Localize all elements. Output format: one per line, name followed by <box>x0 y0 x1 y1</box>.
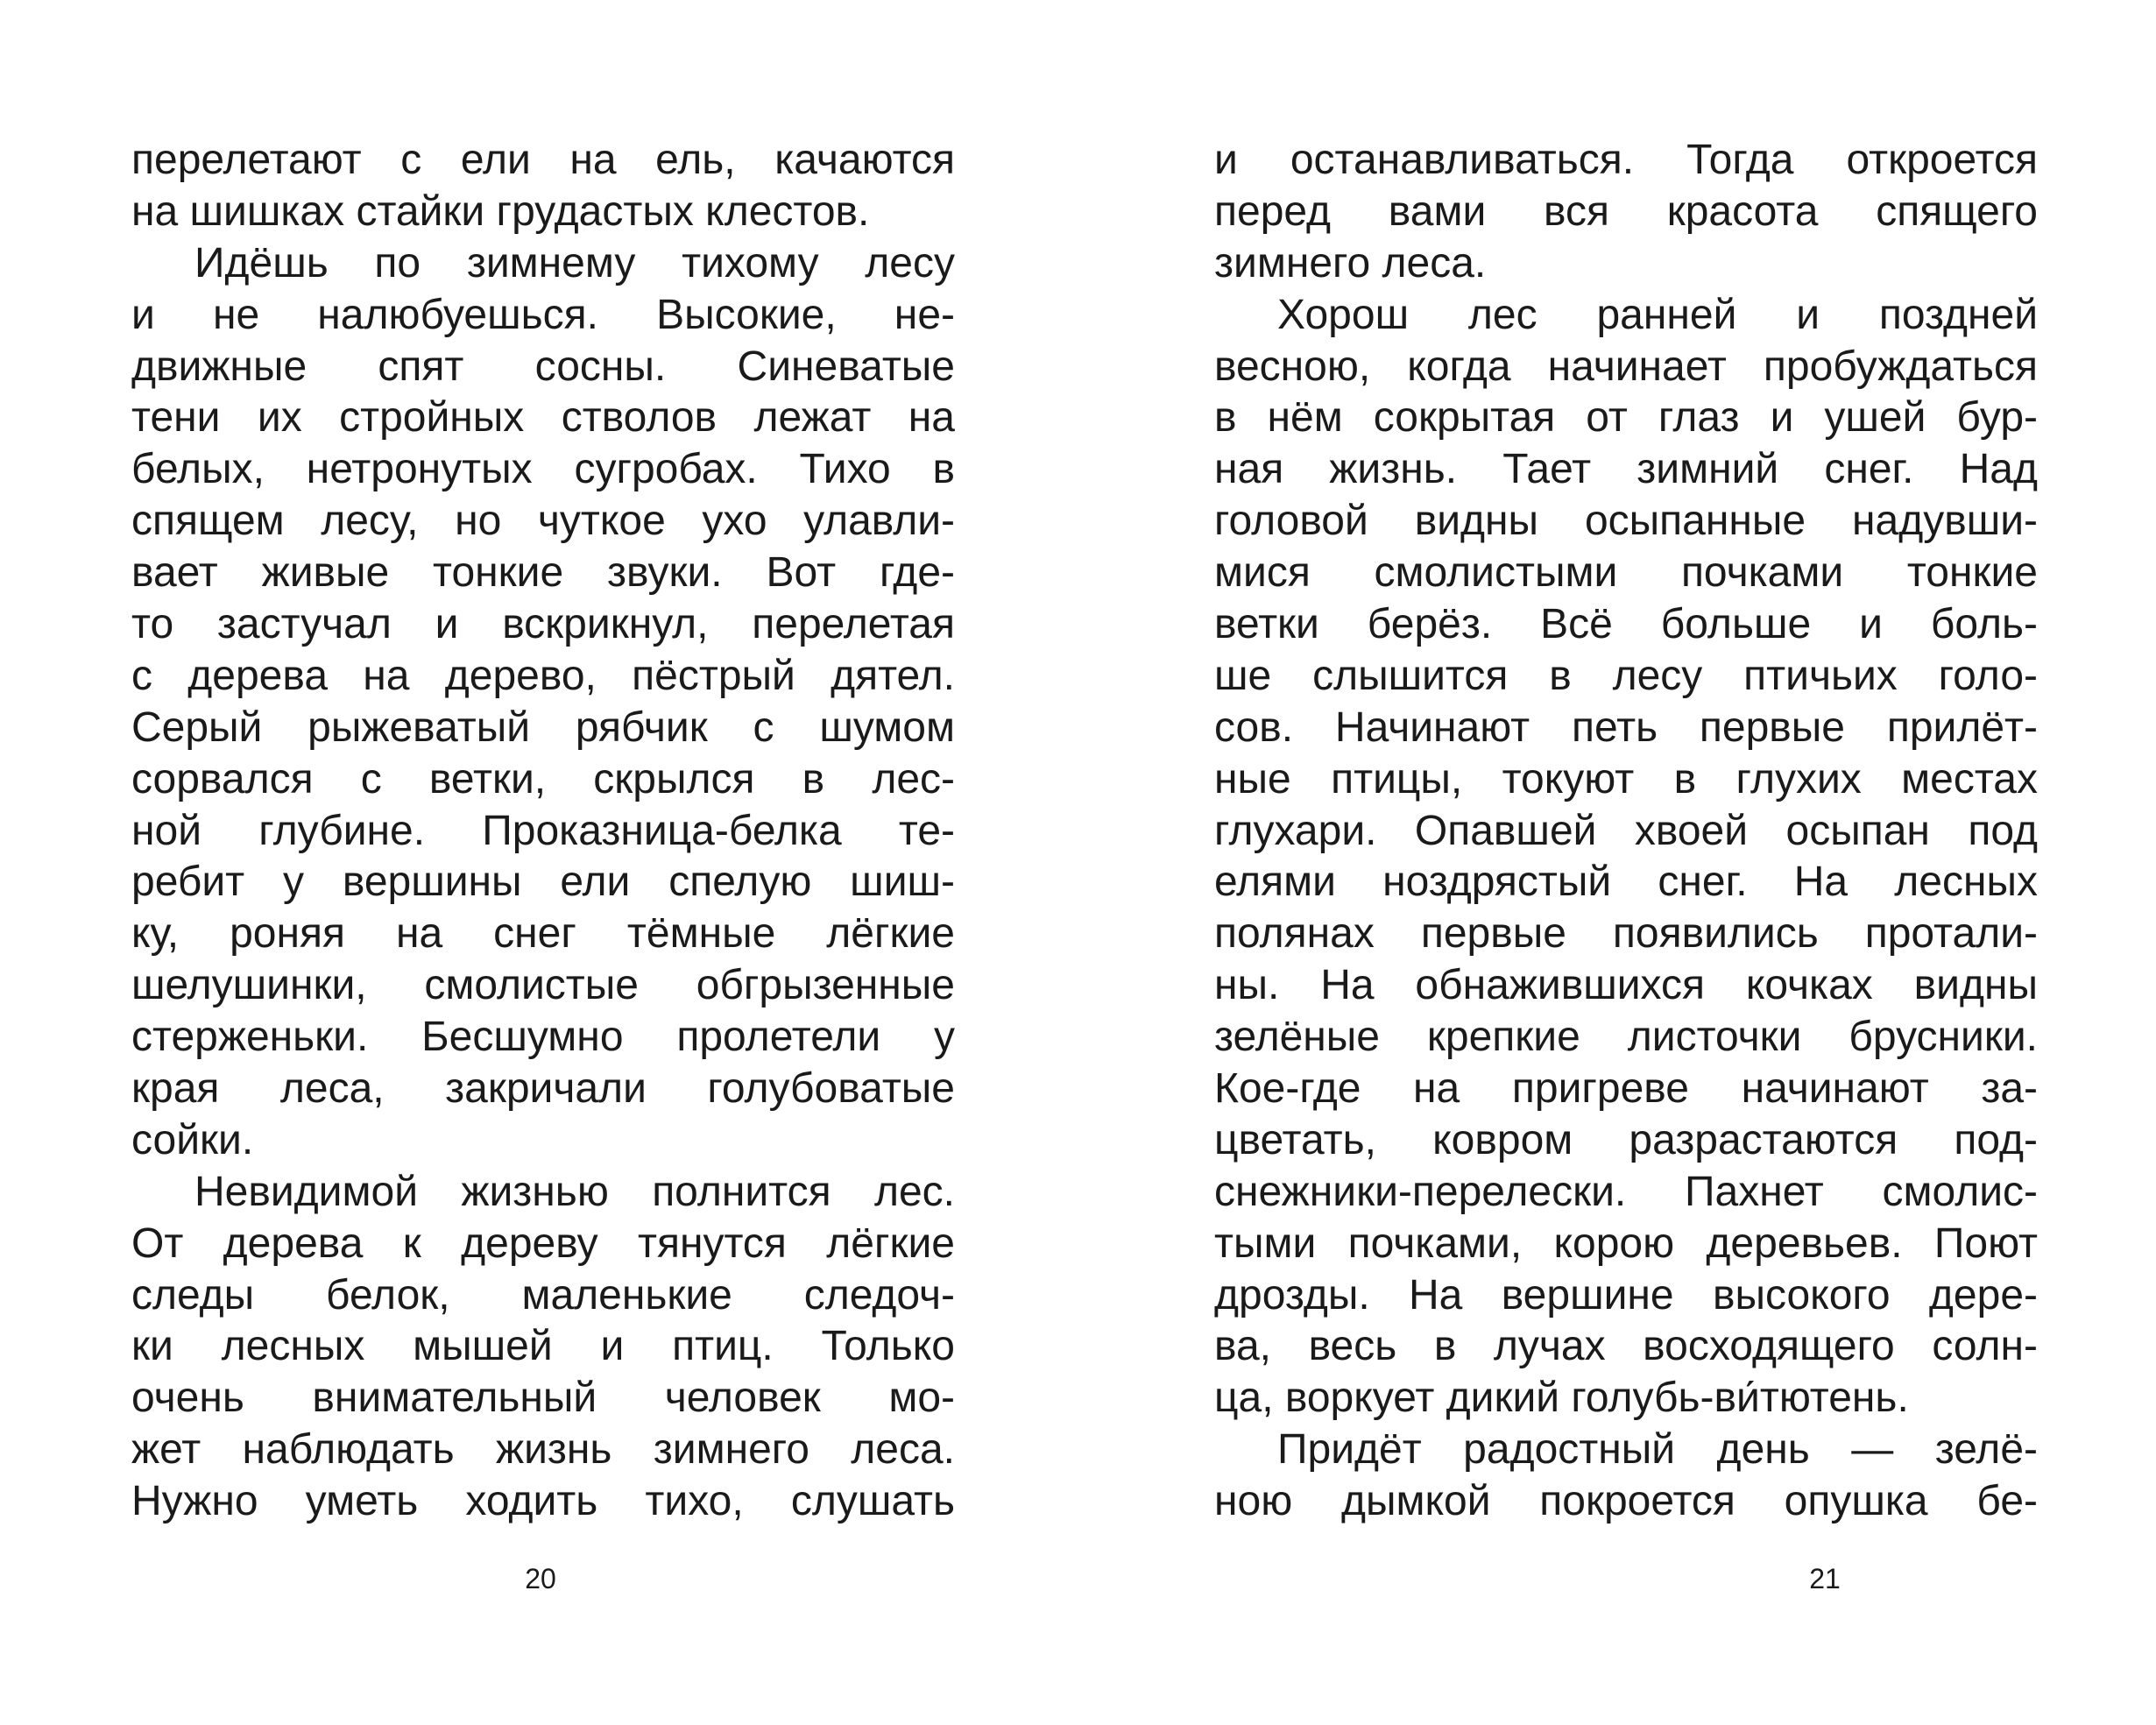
text-line: в нём сокрытая от глаз и ушей бур- <box>1214 394 2038 442</box>
text-line: зелёные крепкие листочки брусники. <box>1214 1014 2038 1061</box>
text-line: ца, воркует дикий голубь-ви́тютень. <box>1214 1375 1909 1422</box>
text-line: ны. На обнажившихся кочках видны <box>1214 962 2038 1009</box>
text-line: дрозды. На вершине высокого дере- <box>1214 1271 2038 1318</box>
right-page-number: 21 <box>1809 1563 1841 1594</box>
text-line: ной глубине. Проказница-белка те- <box>131 807 955 854</box>
text-line: следы белок, маленькие следоч- <box>131 1271 955 1318</box>
text-line: на шишках стайки грудастых клестов. <box>131 187 870 235</box>
text-line: Нужно уметь ходить тихо, слушать <box>131 1478 955 1525</box>
text-line: Придёт радостный день — зелё- <box>1277 1426 2038 1474</box>
left-page-number: 20 <box>525 1563 556 1594</box>
right-page <box>1078 0 2156 1725</box>
text-line: и не налюбуешься. Высокие, не- <box>131 291 955 338</box>
text-line: ребит у вершины ели спелую шиш- <box>131 859 955 906</box>
text-line: елями ноздрястый снег. На лесных <box>1214 859 2038 906</box>
text-line: ку, роняя на снег тёмные лёгкие <box>131 910 955 958</box>
text-line: сойки. <box>131 1116 254 1163</box>
text-line: то застучал и вскрикнул, перелетая <box>131 601 955 648</box>
left-page-text <box>131 135 955 1528</box>
text-line: тени их стройных стволов лежат на <box>131 394 955 442</box>
text-line: Кое-где на пригреве начинают за- <box>1214 1065 2038 1113</box>
text-line: ше слышится в лесу птичьих голо- <box>1214 652 2038 699</box>
text-line: вает живые тонкие звуки. Вот где- <box>131 549 955 597</box>
text-line: края леса, закричали голубоватые <box>131 1065 955 1113</box>
text-line: очень внимательный человек мо- <box>131 1375 955 1422</box>
text-line: ва, весь в лучах восходящего солн- <box>1214 1323 2038 1370</box>
text-line: жет наблюдать жизнь зимнего леса. <box>131 1426 955 1474</box>
text-line: тыми почками, корою деревьев. Поют <box>1214 1220 2038 1267</box>
text-line: Идёшь по зимнему тихому лесу <box>194 239 955 286</box>
right-page-text <box>1214 135 2038 1528</box>
text-line: сов. Начинают петь первые прилёт- <box>1214 703 2038 751</box>
text-line: Серый рыжеватый рябчик с шумом <box>131 703 955 751</box>
text-line: зимнего леса. <box>1214 239 1487 286</box>
text-line: спящем лесу, но чуткое ухо улавли- <box>131 498 955 545</box>
text-line: и останавливаться. Тогда откроется <box>1214 137 2038 183</box>
text-line: весною, когда начинает пробуждаться <box>1214 343 2038 390</box>
text-line: движные спят сосны. Синеватые <box>131 343 955 390</box>
text-line: цветать, ковром разрастаются под- <box>1214 1116 2038 1163</box>
text-line: ная жизнь. Тает зимний снег. Над <box>1214 446 2038 493</box>
text-line: ною дымкой покроется опушка бе- <box>1214 1478 2038 1525</box>
text-line: сорвался с ветки, скрылся в лес- <box>131 755 955 802</box>
text-line: Невидимой жизнью полнится лес. <box>194 1168 955 1215</box>
text-line: мися смолистыми почками тонкие <box>1214 549 2038 597</box>
text-line: шелушинки, смолистые обгрызенные <box>131 962 955 1009</box>
text-line: белых, нетронутых сугробах. Тихо в <box>131 446 955 493</box>
text-line: стерженьки. Бесшумно пролетели у <box>131 1014 955 1061</box>
text-line: перелетают с ели на ель, качаются <box>131 137 955 183</box>
text-line: ветки берёз. Всё больше и боль- <box>1214 601 2038 648</box>
text-line: ные птицы, токуют в глухих местах <box>1214 755 2038 802</box>
text-line: ки лесных мышей и птиц. Только <box>131 1323 955 1370</box>
text-line: перед вами вся красота спящего <box>1214 187 2038 235</box>
text-line: Хорош лес ранней и поздней <box>1277 291 2038 338</box>
text-line: головой видны осыпанные надувши- <box>1214 498 2038 545</box>
text-line: От дерева к дереву тянутся лёгкие <box>131 1220 955 1267</box>
text-line: снежники-перелески. Пахнет смолис- <box>1214 1168 2038 1215</box>
text-line: полянах первые появились протали- <box>1214 910 2038 958</box>
text-line: глухари. Опавшей хвоей осыпан под <box>1214 807 2038 854</box>
text-line: с дерева на дерево, пёстрый дятел. <box>131 652 955 699</box>
